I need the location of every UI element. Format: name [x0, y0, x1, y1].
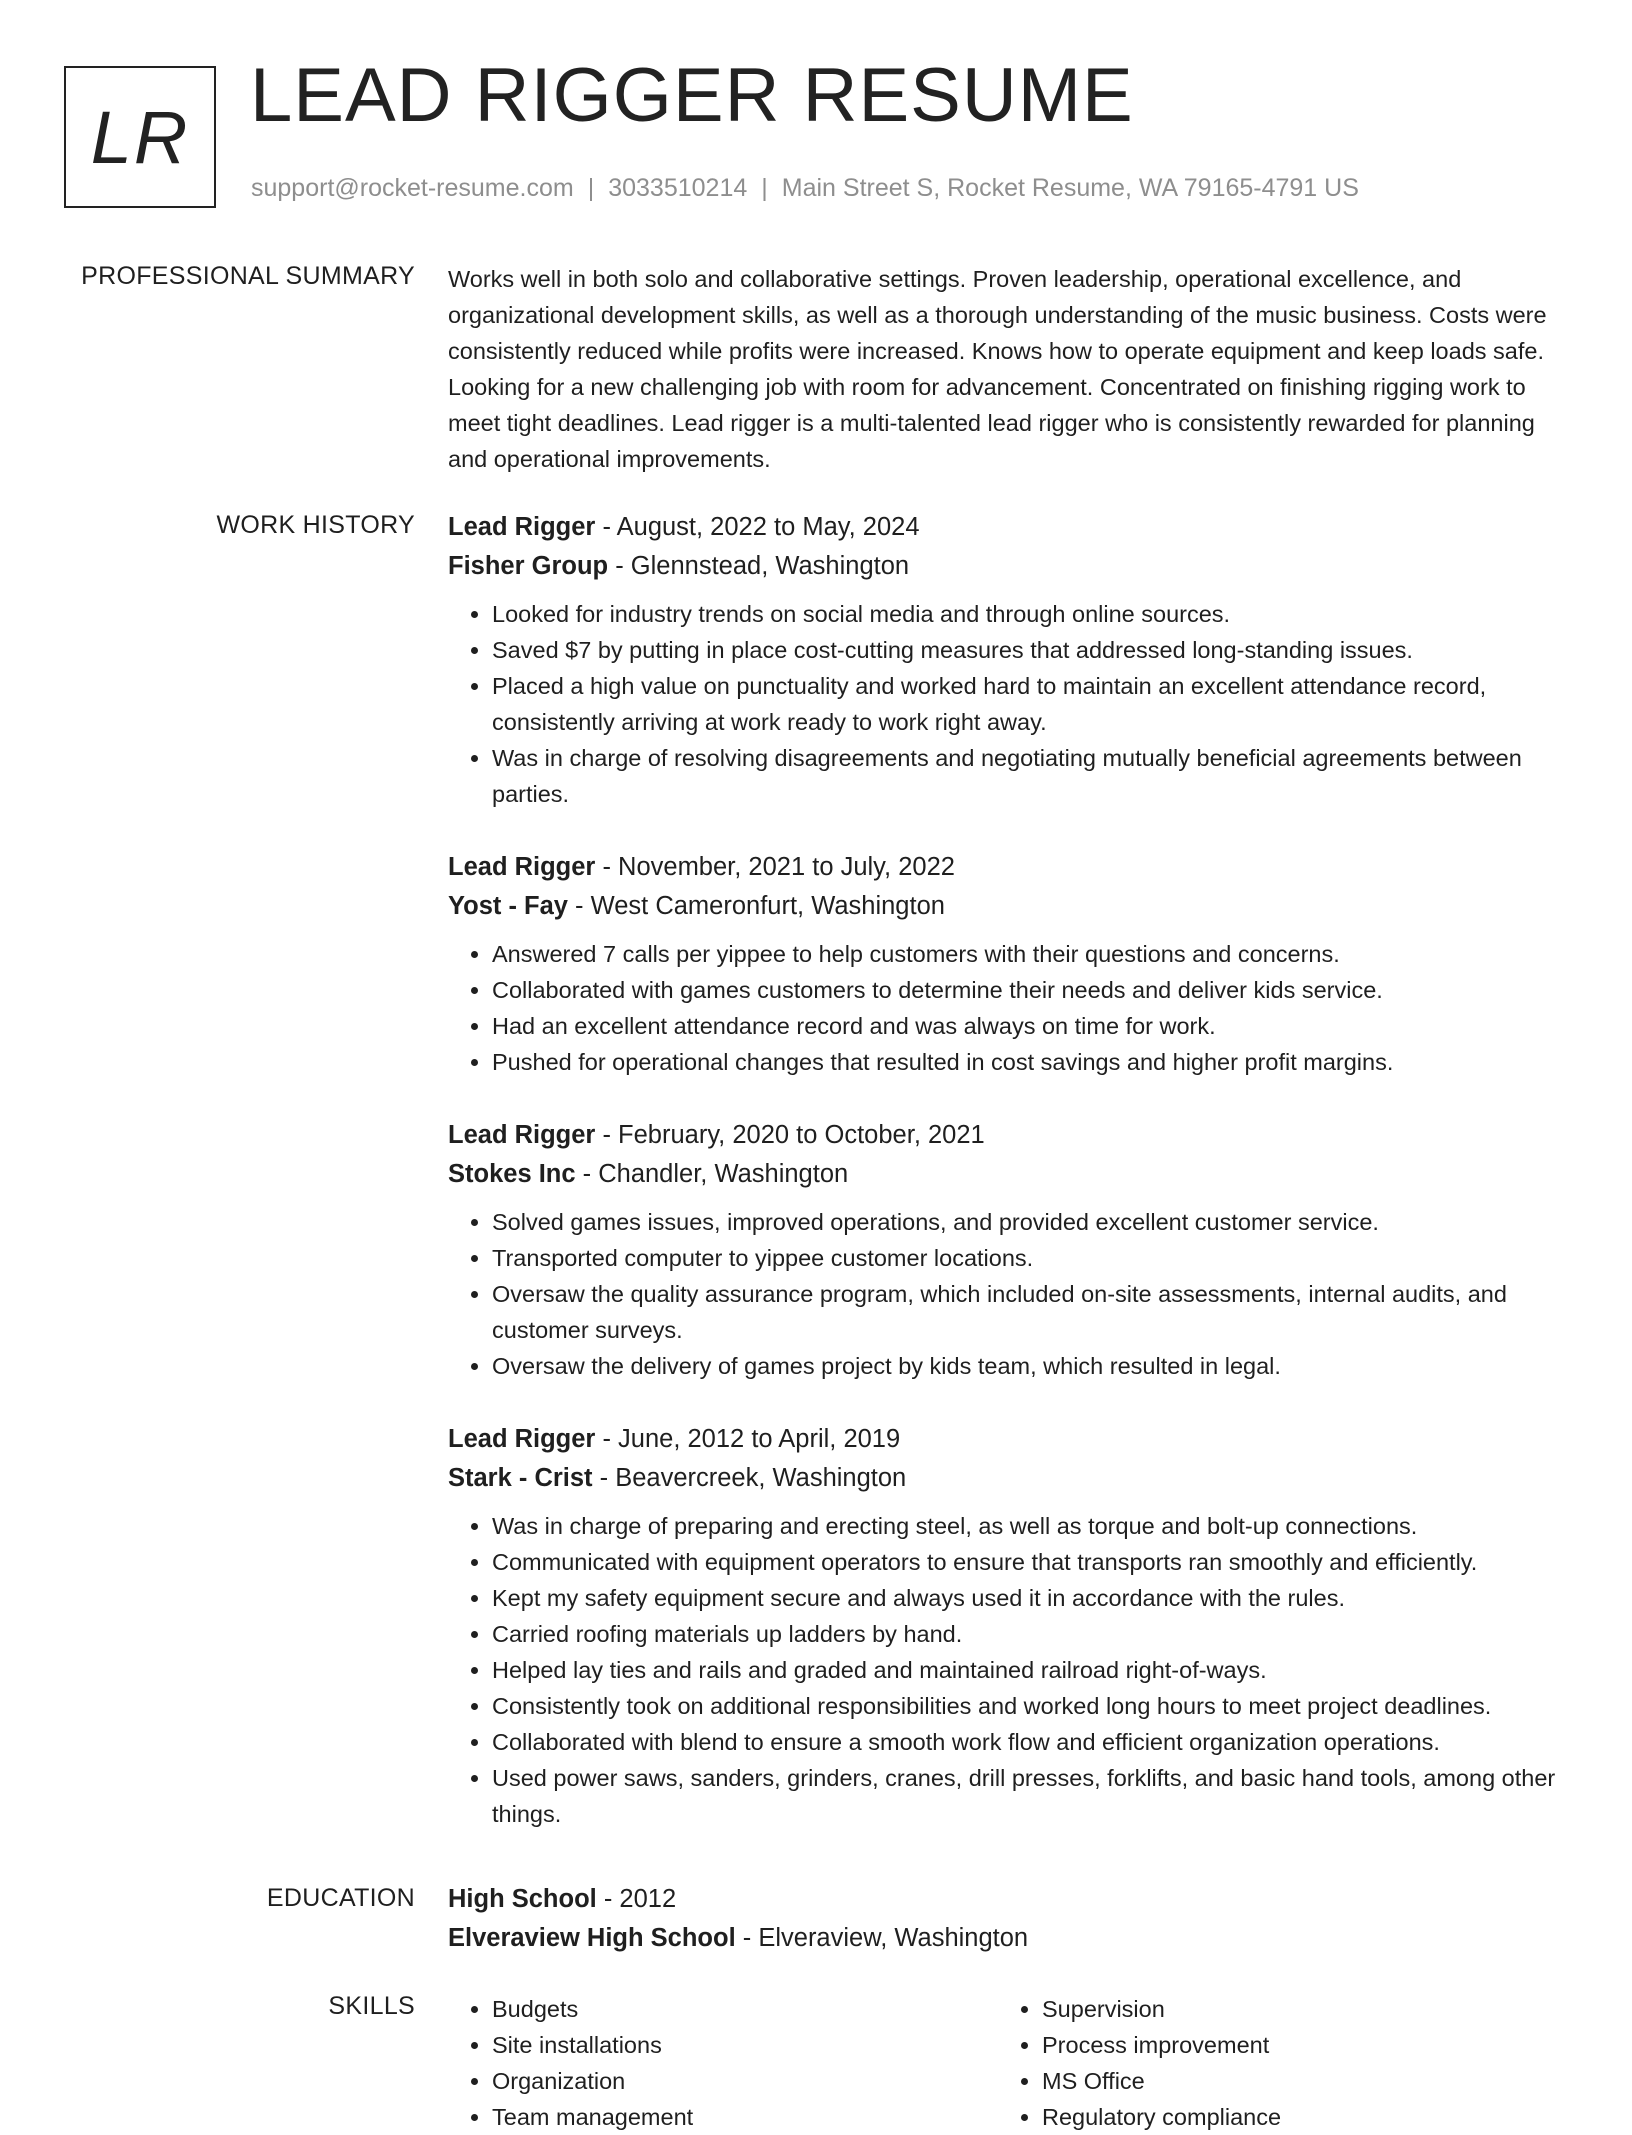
education-year: - 2012: [596, 1885, 677, 1913]
list-item: • Solved games issues, improved operations, and provided excellent customer service.: [492, 1204, 1568, 1240]
skills-list-right: [998, 1991, 1548, 2135]
list-item: • Oversaw the quality assurance program, which included on-site assessments, internal audits, and customer surveys.: [492, 1276, 1568, 1348]
list-item: • Regulatory compliance: [1042, 2099, 1548, 2135]
list-item: • Placed a high value on punctuality and worked hard to maintain an excellent attendance record, consistently arriving at work ready to work right away.: [492, 668, 1568, 740]
job-bullets: [448, 596, 1568, 812]
monogram-badge: LR: [64, 66, 216, 208]
job-title: Lead Rigger: [448, 853, 596, 881]
education-location: - Elveraview, Washington: [735, 1924, 1029, 1952]
job-location: - Beavercreek, Washington: [592, 1464, 907, 1492]
list-item: • Collaborated with games customers to determine their needs and deliver kids service.: [492, 972, 1568, 1008]
job-bullets: [448, 936, 1568, 1080]
list-item: • Was in charge of preparing and erecting steel, as well as torque and bolt-up connections.: [492, 1508, 1568, 1544]
job-company-line: [448, 887, 1568, 926]
skills-body: [448, 1991, 1568, 2135]
contact-separator: |: [761, 174, 768, 202]
job-company: Fisher Group: [448, 552, 609, 580]
list-item: • Transported computer to yippee customer locations.: [492, 1240, 1568, 1276]
skills-list-left: [448, 1991, 998, 2135]
education-degree: High School: [448, 1885, 597, 1913]
job-entry: [448, 848, 1568, 1080]
job-bullets: [448, 1204, 1568, 1384]
job-location: - Glennstead, Washington: [608, 552, 910, 580]
list-item: • Looked for industry trends on social media and through online sources.: [492, 596, 1568, 632]
list-item: • Kept my safety equipment secure and always used it in accordance with the rules.: [492, 1580, 1568, 1616]
list-item: • Had an excellent attendance record and was always on time for work.: [492, 1008, 1568, 1044]
job-company-line: [448, 1155, 1568, 1194]
job-dates: - February, 2020 to October, 2021: [595, 1121, 985, 1149]
education-school-line: [448, 1919, 1568, 1958]
list-item: • Oversaw the delivery of games project by kids team, which resulted in legal.: [492, 1348, 1568, 1384]
summary-body: [448, 261, 1568, 477]
list-item: • Collaborated with blend to ensure a smooth work flow and efficient organization operations.: [492, 1724, 1568, 1760]
job-dates: - August, 2022 to May, 2024: [595, 513, 920, 541]
job-company-line: [448, 1459, 1568, 1498]
skills-columns: [448, 1991, 1568, 2135]
job-entry: [448, 508, 1568, 812]
list-item: • MS Office: [1042, 2063, 1548, 2099]
skills-label: SKILLS: [328, 1992, 415, 2020]
contact-address: Main Street S, Rocket Resume, WA 79165-4791 US: [781, 174, 1359, 202]
work-history-body: [448, 508, 1568, 1854]
list-item: • Site installations: [492, 2027, 998, 2063]
summary-label: PROFESSIONAL SUMMARY: [81, 262, 415, 290]
job-company: Stark - Crist: [448, 1464, 593, 1492]
list-item: • Helped lay ties and rails and graded and maintained railroad right-of-ways.: [492, 1652, 1568, 1688]
job-entry: [448, 1116, 1568, 1384]
list-item: • Supervision: [1042, 1991, 1548, 2027]
job-title-line: [448, 848, 1568, 887]
job-title-line: [448, 1420, 1568, 1459]
contact-phone: 3033510214: [608, 174, 748, 202]
contact-separator: |: [587, 174, 595, 202]
job-entry: [448, 1420, 1568, 1832]
job-company-line: [448, 547, 1568, 586]
job-dates: - June, 2012 to April, 2019: [595, 1425, 901, 1453]
job-title: Lead Rigger: [448, 1121, 596, 1149]
list-item: • Used power saws, sanders, grinders, cranes, drill presses, forklifts, and basic hand tools, among other things.: [492, 1760, 1568, 1832]
list-item: • Budgets: [492, 1991, 998, 2027]
job-bullets: [448, 1508, 1568, 1832]
education-body: [448, 1880, 1568, 1958]
list-item: • Carried roofing materials up ladders by hand.: [492, 1616, 1568, 1652]
contact-line: [251, 174, 1359, 203]
list-item: • Communicated with equipment operators to ensure that transports ran smoothly and efficiently.: [492, 1544, 1568, 1580]
job-location: - West Cameronfurt, Washington: [567, 892, 945, 920]
job-title-line: [448, 1116, 1568, 1155]
job-dates: - November, 2021 to July, 2022: [595, 853, 955, 881]
contact-email: support@rocket-resume.com: [251, 174, 574, 202]
job-title: Lead Rigger: [448, 513, 596, 541]
job-company: Stokes Inc: [448, 1160, 576, 1188]
page-title: LEAD RIGGER RESUME: [250, 53, 1134, 138]
list-item: • Was in charge of resolving disagreements and negotiating mutually beneficial agreements between parties.: [492, 740, 1568, 812]
education-school: Elveraview High School: [448, 1924, 736, 1952]
list-item: • Answered 7 calls per yippee to help customers with their questions and concerns.: [492, 936, 1568, 972]
list-item: • Pushed for operational changes that resulted in cost savings and higher profit margins.: [492, 1044, 1568, 1080]
job-title-line: [448, 508, 1568, 547]
list-item: • Consistently took on additional responsibilities and worked long hours to meet project deadlines.: [492, 1688, 1568, 1724]
summary-text: Works well in both solo and collaborative settings. Proven leadership, operational excellence, and organizational development skills, as well as a thorough understanding of the music business. Costs were consistently reduced while profits were increased. Knows how to operate equipment and keep loads safe. Looking for a new challenging job with room for advancement. Concentrated on finishing rigging work to meet tight deadlines. Lead rigger is a multi-talented lead rigger who is consistently rewarded for planning and operational improvements.: [448, 266, 1547, 472]
list-item: • Saved $7 by putting in place cost-cutting measures that addressed long-standing issues.: [492, 632, 1568, 668]
job-location: - Chandler, Washington: [575, 1160, 849, 1188]
list-item: • Organization: [492, 2063, 998, 2099]
list-item: • Process improvement: [1042, 2027, 1548, 2063]
education-degree-line: [448, 1880, 1568, 1919]
education-label: EDUCATION: [266, 1884, 415, 1912]
work-history-label: WORK HISTORY: [216, 511, 415, 539]
job-company: Yost - Fay: [448, 892, 568, 920]
job-title: Lead Rigger: [448, 1425, 596, 1453]
list-item: • Team management: [492, 2099, 998, 2135]
